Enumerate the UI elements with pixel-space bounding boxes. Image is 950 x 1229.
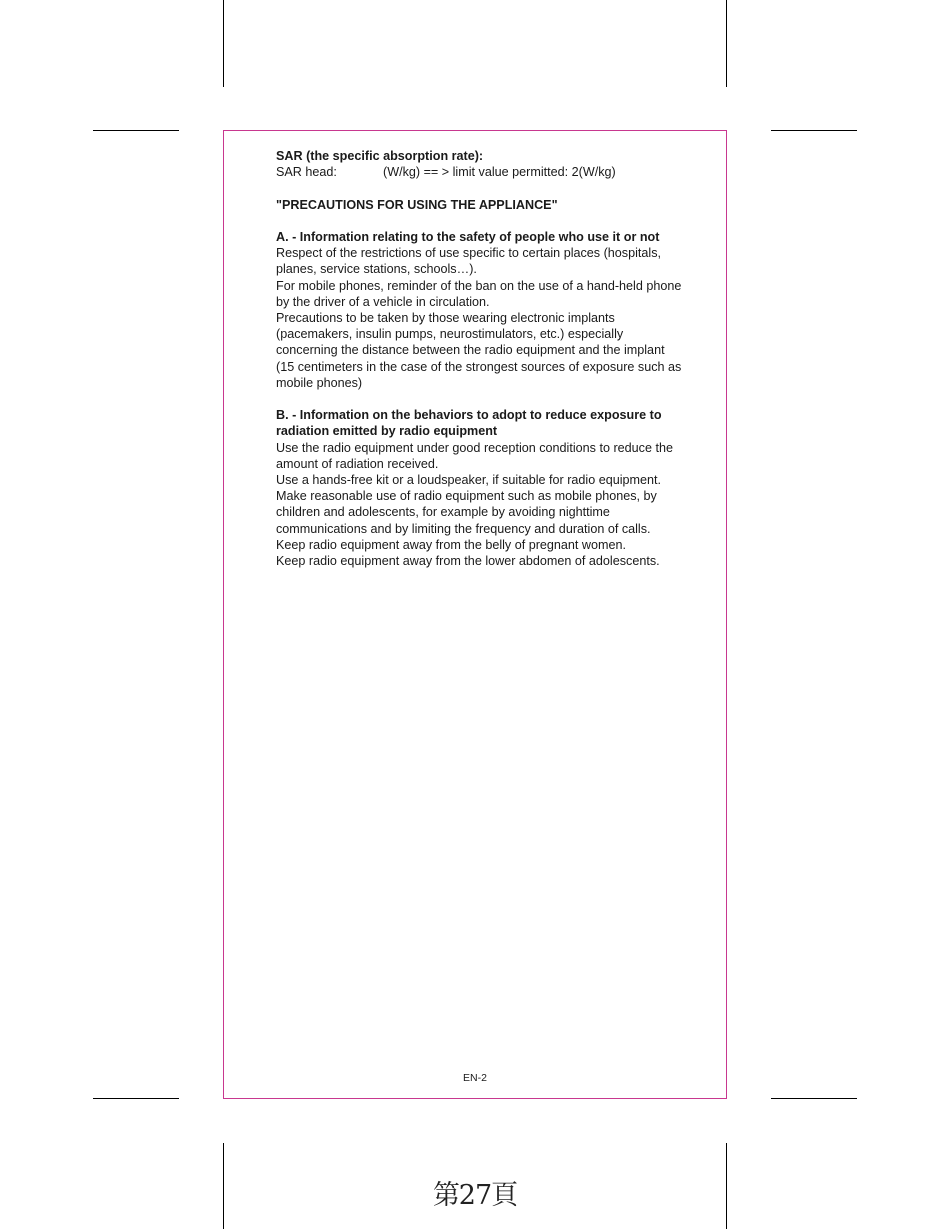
crop-mark (771, 1098, 857, 1099)
crop-mark (223, 0, 224, 87)
section-a-paragraph: Precautions to be taken by those wearing electronic implants (pacemakers, insulin pumps, neurostimulators, etc.) especially concerning the distance between the radio equipment and the implant (15 centimeters in the case of the strongest sources of exposure such as mobile phones) (276, 311, 682, 390)
section-b-paragraph: Use a hands-free kit or a loudspeaker, if suitable for radio equipment. (276, 473, 662, 488)
sar-head-line (276, 164, 686, 180)
section-b-paragraph: Keep radio equipment away from the belly of pregnant women. (276, 537, 627, 552)
section-b-paragraph: Make reasonable use of radio equipment such as mobile phones, by children and adolescents, for example by avoiding nighttime communications and by limiting the frequency and duration of calls. (276, 489, 657, 536)
precautions-title: "PRECAUTIONS FOR USING THE APPLIANCE" (276, 197, 558, 212)
section-a-heading: A. - Information relating to the safety of people who use it or not (276, 229, 660, 244)
page-frame (223, 130, 727, 1099)
crop-mark (726, 0, 727, 87)
crop-mark (771, 130, 857, 131)
crop-mark (93, 130, 179, 131)
section-a-paragraph: For mobile phones, reminder of the ban on the use of a hand-held phone by the driver of a vehicle in circulation. (276, 278, 682, 309)
section-b-paragraph: Keep radio equipment away from the lower abdomen of adolescents. (276, 554, 660, 569)
page-content (276, 148, 686, 569)
sar-head-label: SAR head: (276, 165, 337, 180)
sheet-label: 第27頁 (432, 1180, 518, 1211)
sar-head-value: (W/kg) == > limit value permitted: 2(W/kg) (383, 165, 616, 180)
sar-heading: SAR (the specific absorption rate): (276, 149, 484, 163)
section-b-heading: B. - Information on the behaviors to adopt to reduce exposure to radiation emitted by radio equipment (276, 408, 662, 439)
section-b-paragraph: Use the radio equipment under good reception conditions to reduce the amount of radiation received. (276, 440, 673, 471)
crop-mark (93, 1098, 179, 1099)
section-a-paragraph: Respect of the restrictions of use specific to certain places (hospitals, planes, service stations, schools…). (276, 246, 661, 277)
page-number: EN-2 (463, 1072, 487, 1084)
